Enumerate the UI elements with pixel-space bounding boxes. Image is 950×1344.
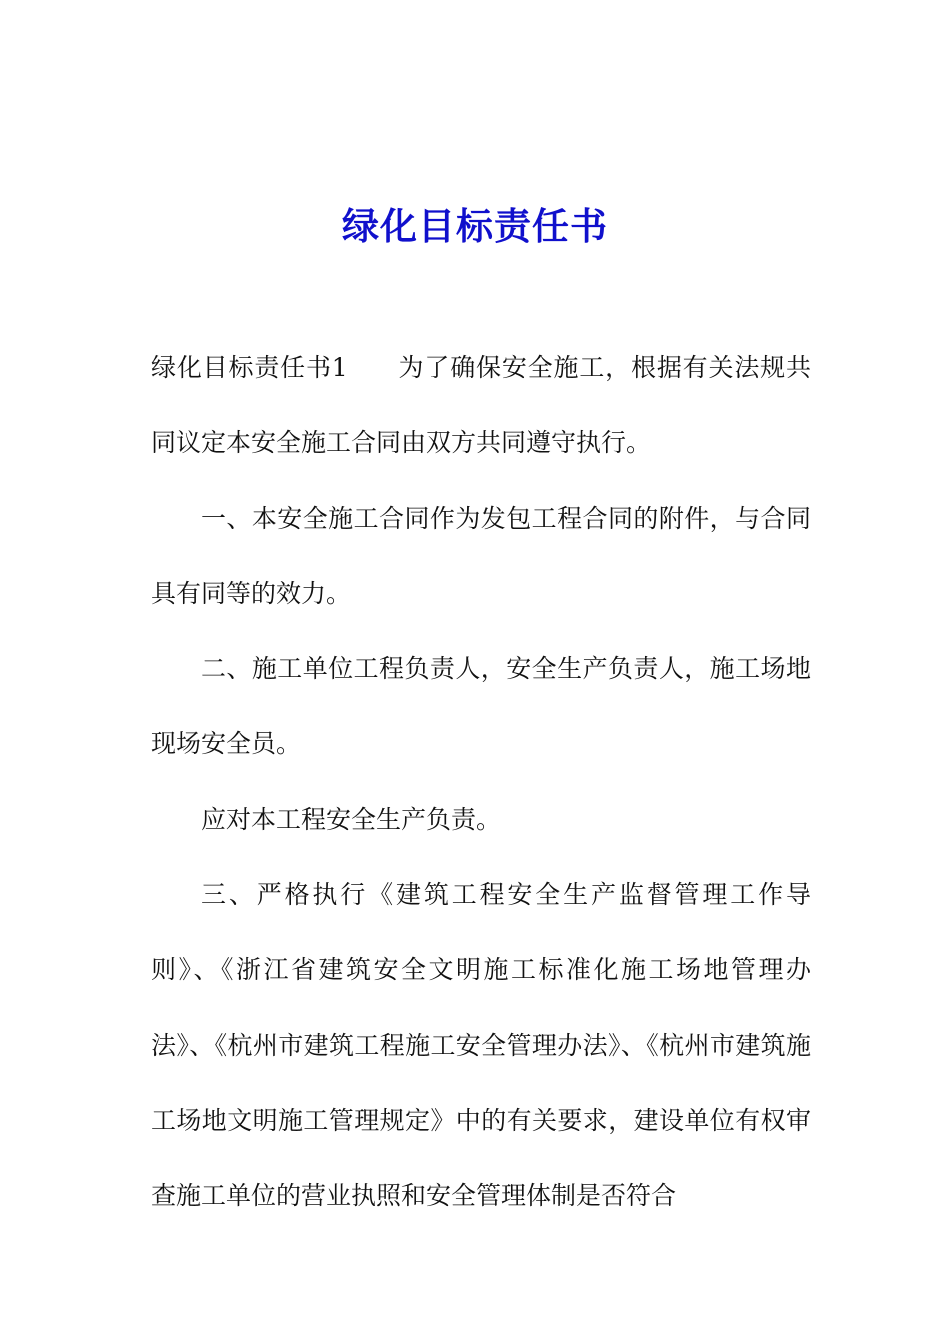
document-body bbox=[151, 330, 811, 1234]
paragraph-clause-2-continued bbox=[151, 782, 811, 857]
paragraph-text: 二、施工单位工程负责人，安全生产负责人，施工场地现场安全员。 bbox=[151, 654, 811, 759]
paragraph-intro bbox=[151, 330, 811, 481]
paragraph-text: 应对本工程安全生产负责。 bbox=[201, 804, 502, 834]
document-title: 绿化目标责任书 bbox=[342, 204, 608, 248]
paragraph-text: 一、本安全施工合同作为发包工程合同的附件，与合同具有同等的效力。 bbox=[151, 503, 811, 608]
paragraph-clause-3 bbox=[151, 857, 811, 1233]
section-heading: 绿化目标责任书1 bbox=[151, 353, 348, 382]
paragraph-text: 为了确保安全施工，根据有关法规共同议定本安全施工合同由双方共同遵守执行。 bbox=[151, 353, 811, 458]
paragraph-clause-2 bbox=[151, 631, 811, 782]
paragraph-clause-1 bbox=[151, 481, 811, 632]
paragraph-text: 三、严格执行《建筑工程安全生产监督管理工作导则》、《浙江省建筑安全文明施工标准化施工场地管理办法》、《杭州市建筑工程施工安全管理办法》、《杭州市建筑施工场地文明施工管理规定》中的有关要求，建设单位有权审查施工单位的营业执照和安全管理体制是否符合 bbox=[151, 880, 811, 1211]
